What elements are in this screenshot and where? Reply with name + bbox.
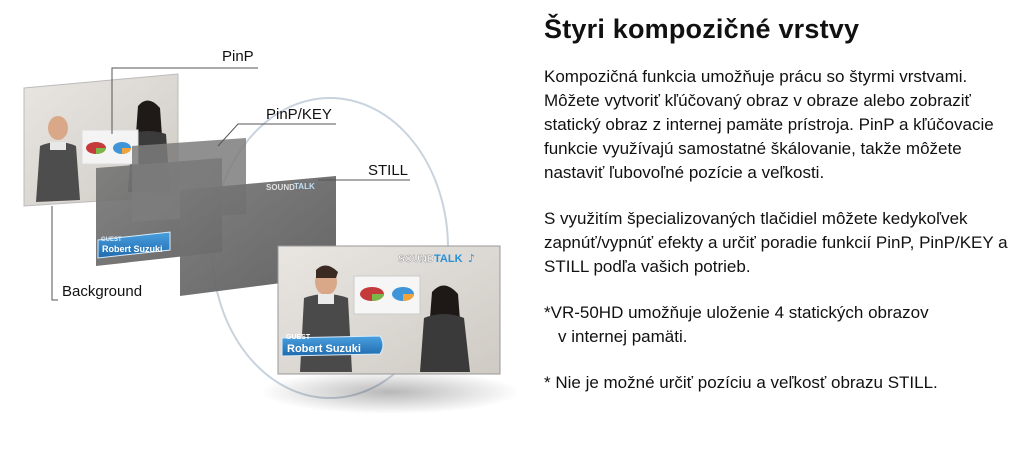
note-1: [544, 301, 1014, 349]
label-still: STILL: [368, 162, 409, 179]
composite-guest-text: GUEST: [286, 334, 311, 341]
pinp-guest-text: GUEST: [101, 237, 122, 243]
composite-logo-talk: TALK: [434, 253, 463, 265]
note-1-line-2: v internej pamäti.: [558, 327, 688, 346]
label-pinp: PinP: [222, 48, 254, 65]
still-logo-talk: TALK: [294, 182, 315, 191]
paragraph-1: Kompozičná funkcia umožňuje prácu so štyrmi vrstvami. Môžete vytvoriť kľúčovaný obraz v obraze alebo zobraziť statický obraz z internej pamäte prístroja. PinP a kľúčovacie funkcie využívajú samostatné škálovanie, takže môžete nastaviť ľubovoľné pozície a veľkosti.: [544, 67, 994, 182]
label-pinp-key: PinP/KEY: [266, 106, 332, 123]
label-background: Background: [62, 283, 143, 300]
svg-text:♪: ♪: [468, 252, 476, 265]
composite-name-text: Robert Suzuki: [287, 343, 361, 355]
description-column: [544, 14, 1014, 417]
section-title: Štyri kompozičné vrstvy: [544, 14, 860, 44]
note-2: * Nie je možné určiť pozíciu a veľkosť obrazu STILL.: [544, 373, 938, 392]
still-logo-sound: SOUND: [266, 183, 295, 192]
paragraph-2: S využitím špecializovaných tlačidiel môžete kedykoľvek zapnúť/vypnúť efekty a určiť poradie funkcií PinP, PinP/KEY a STILL podľa vašich potrieb.: [544, 209, 1008, 276]
composite-logo-sound: SOUND: [398, 254, 435, 265]
composite-result: [260, 246, 520, 414]
pinp-name-text: Robert Suzuki: [102, 244, 163, 254]
note-1-line-1: *VR-50HD umožňuje uloženie 4 statických obrazov: [544, 303, 929, 322]
